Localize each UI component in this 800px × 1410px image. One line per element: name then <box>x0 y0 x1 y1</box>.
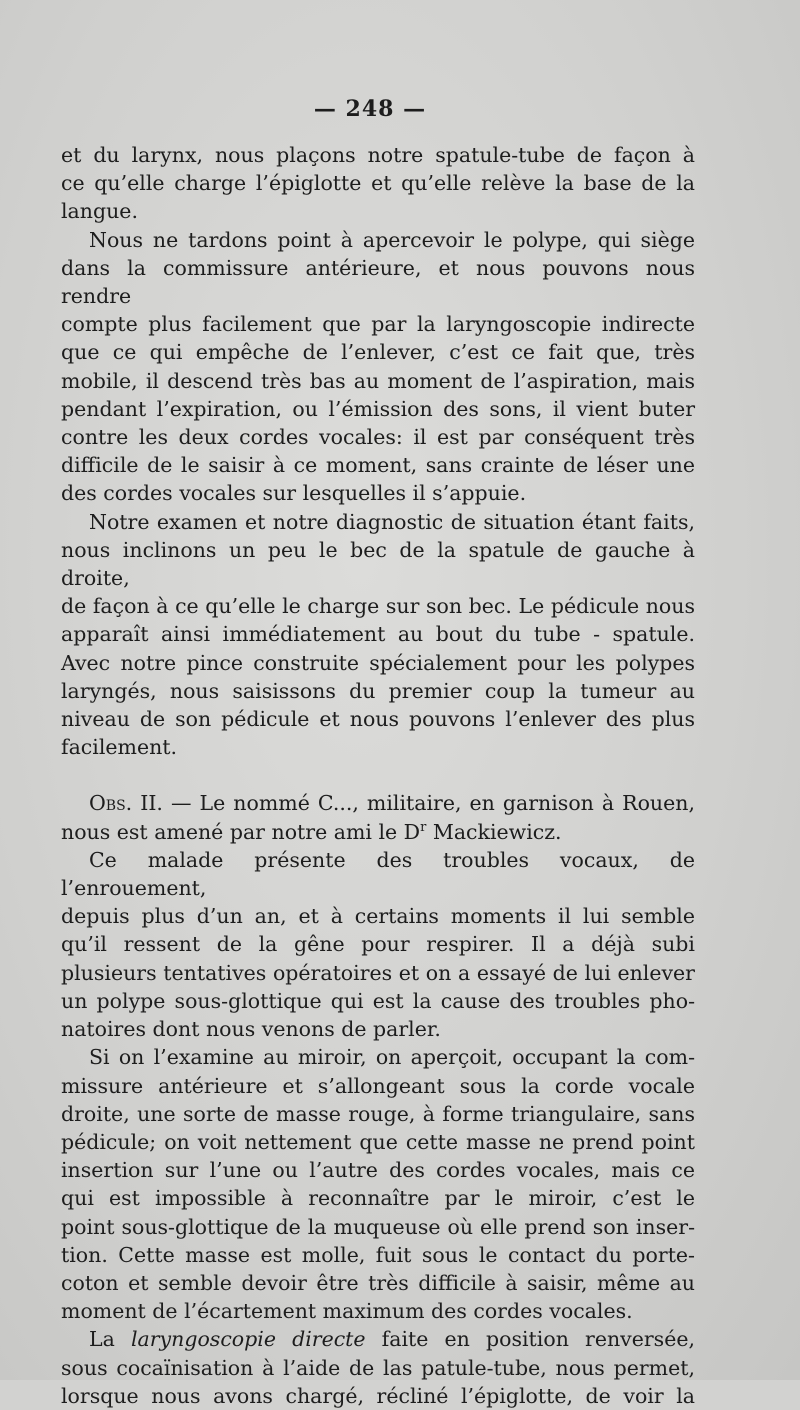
text-line: insertion sur l’une ou l’autre des cordes vocales, mais ce <box>61 1158 695 1183</box>
text-line <box>61 1325 695 1353</box>
text-line: lorsque nous avons chargé, récliné l’épiglotte, de voir la <box>61 1383 695 1408</box>
text-segment: faite en position renversée, <box>365 1327 695 1352</box>
text-line: compte plus facilement que par la laryngoscopie indirecte <box>61 312 695 337</box>
text-line: Ce malade présente des troubles vocaux, de l’enrouement, <box>61 847 695 901</box>
text-line: des cordes vocales sur lesquelles il s’appuie. <box>61 481 527 506</box>
text-line: Si on l’examine au miroir, on aperçoit, occupant la com- <box>89 1045 695 1070</box>
superscript: r <box>420 819 427 835</box>
paragraph-spacer <box>61 761 695 789</box>
paragraph-6 <box>61 1043 695 1325</box>
observation-text: nous est amené par notre ami le D <box>61 819 421 844</box>
text-line: dans la commissure antérieure, et nous pouvons nous rendre <box>61 255 695 309</box>
text-line: langue. <box>61 199 138 224</box>
italic-term: laryngoscopie directe <box>130 1327 366 1352</box>
text-line: coton et semble devoir être très difficile à saisir, même au <box>61 1270 695 1295</box>
text-line: natoires dont nous venons de parler. <box>61 1017 441 1042</box>
page-number: — 248 — <box>313 96 427 122</box>
text-line: contre les deux cordes vocales: il est par conséquent très <box>61 425 695 450</box>
text-line: point sous-glottique de la muqueuse où elle prend son inser- <box>61 1214 695 1239</box>
text-line: facilement. <box>61 735 178 760</box>
observation-text: Mackiewicz. <box>426 819 562 844</box>
text-line: niveau de son pédicule et nous pouvons l’enlever des plus <box>61 707 695 732</box>
text-line: et du larynx, nous plaçons notre spatule-tube de façon à <box>61 143 695 167</box>
paragraph-7 <box>61 1325 695 1410</box>
text-line: droite, une sorte de masse rouge, à forme triangulaire, sans <box>61 1101 695 1126</box>
text-line: de façon à ce qu’elle le charge sur son bec. Le pédicule nous <box>61 594 695 619</box>
text-line: Avec notre pince construite spécialement pour les polypes <box>61 650 695 675</box>
text-line <box>61 818 695 846</box>
observation-text: — Le nommé C..., militaire, en garnison à Rouen, <box>162 791 695 816</box>
text-line: difficile de le saisir à ce moment, sans crainte de léser une <box>61 453 695 478</box>
text-line: qui est impossible à reconnaître par le miroir, c’est le <box>61 1186 695 1211</box>
paragraph-1 <box>61 141 695 226</box>
text-line: apparaît ainsi immédiatement au bout du tube - spatule. <box>61 622 695 647</box>
text-line: qu’il ressent de la gêne pour respirer. Il a déjà subi <box>61 932 695 957</box>
text-segment: La <box>89 1327 131 1352</box>
text-line: tion. Cette masse est molle, fuit sous le contact du porte- <box>61 1242 695 1267</box>
text-line: un polype sous-glottique qui est la cause des troubles pho- <box>61 988 695 1013</box>
text-line: que ce qui empêche de l’enlever, c’est ce fait que, très <box>61 340 695 365</box>
text-line: missure antérieure et s’allongeant sous la corde vocale <box>61 1073 695 1098</box>
text-line: depuis plus d’un an, et à certains moments il lui semble <box>61 904 695 929</box>
text-line: pendant l’expiration, ou l’émission des sons, il vient buter <box>61 396 695 421</box>
text-line: moment de l’écartement maximum des cordes vocales. <box>61 1299 633 1324</box>
observation-2 <box>61 789 695 845</box>
text-line: plusieurs tentatives opératoires et on a essayé de lui enlever <box>61 960 695 985</box>
text-line: laryngés, nous saisissons du premier coup la tumeur au <box>61 678 695 703</box>
text-line: ce qu’elle charge l’épiglotte et qu’elle relève la base de la <box>61 171 695 196</box>
text-line: Notre examen et notre diagnostic de situation étant faits, <box>89 509 695 534</box>
observation-label: Obs. II. <box>89 791 163 816</box>
paragraph-2 <box>61 226 695 508</box>
text-line <box>61 789 695 817</box>
text-line: nous inclinons un peu le bec de la spatule de gauche à droite, <box>61 537 695 591</box>
body-text <box>61 141 695 1410</box>
paragraph-5 <box>61 846 695 1043</box>
text-line: Nous ne tardons point à apercevoir le polype, qui siège <box>89 227 695 252</box>
text-line: mobile, il descend très bas au moment de l’aspiration, mais <box>61 368 695 393</box>
text-line: sous cocaïnisation à l’aide de las patule-tube, nous permet, <box>61 1355 695 1380</box>
paragraph-3 <box>61 508 695 762</box>
text-line: pédicule; on voit nettement que cette masse ne prend point <box>61 1129 695 1154</box>
